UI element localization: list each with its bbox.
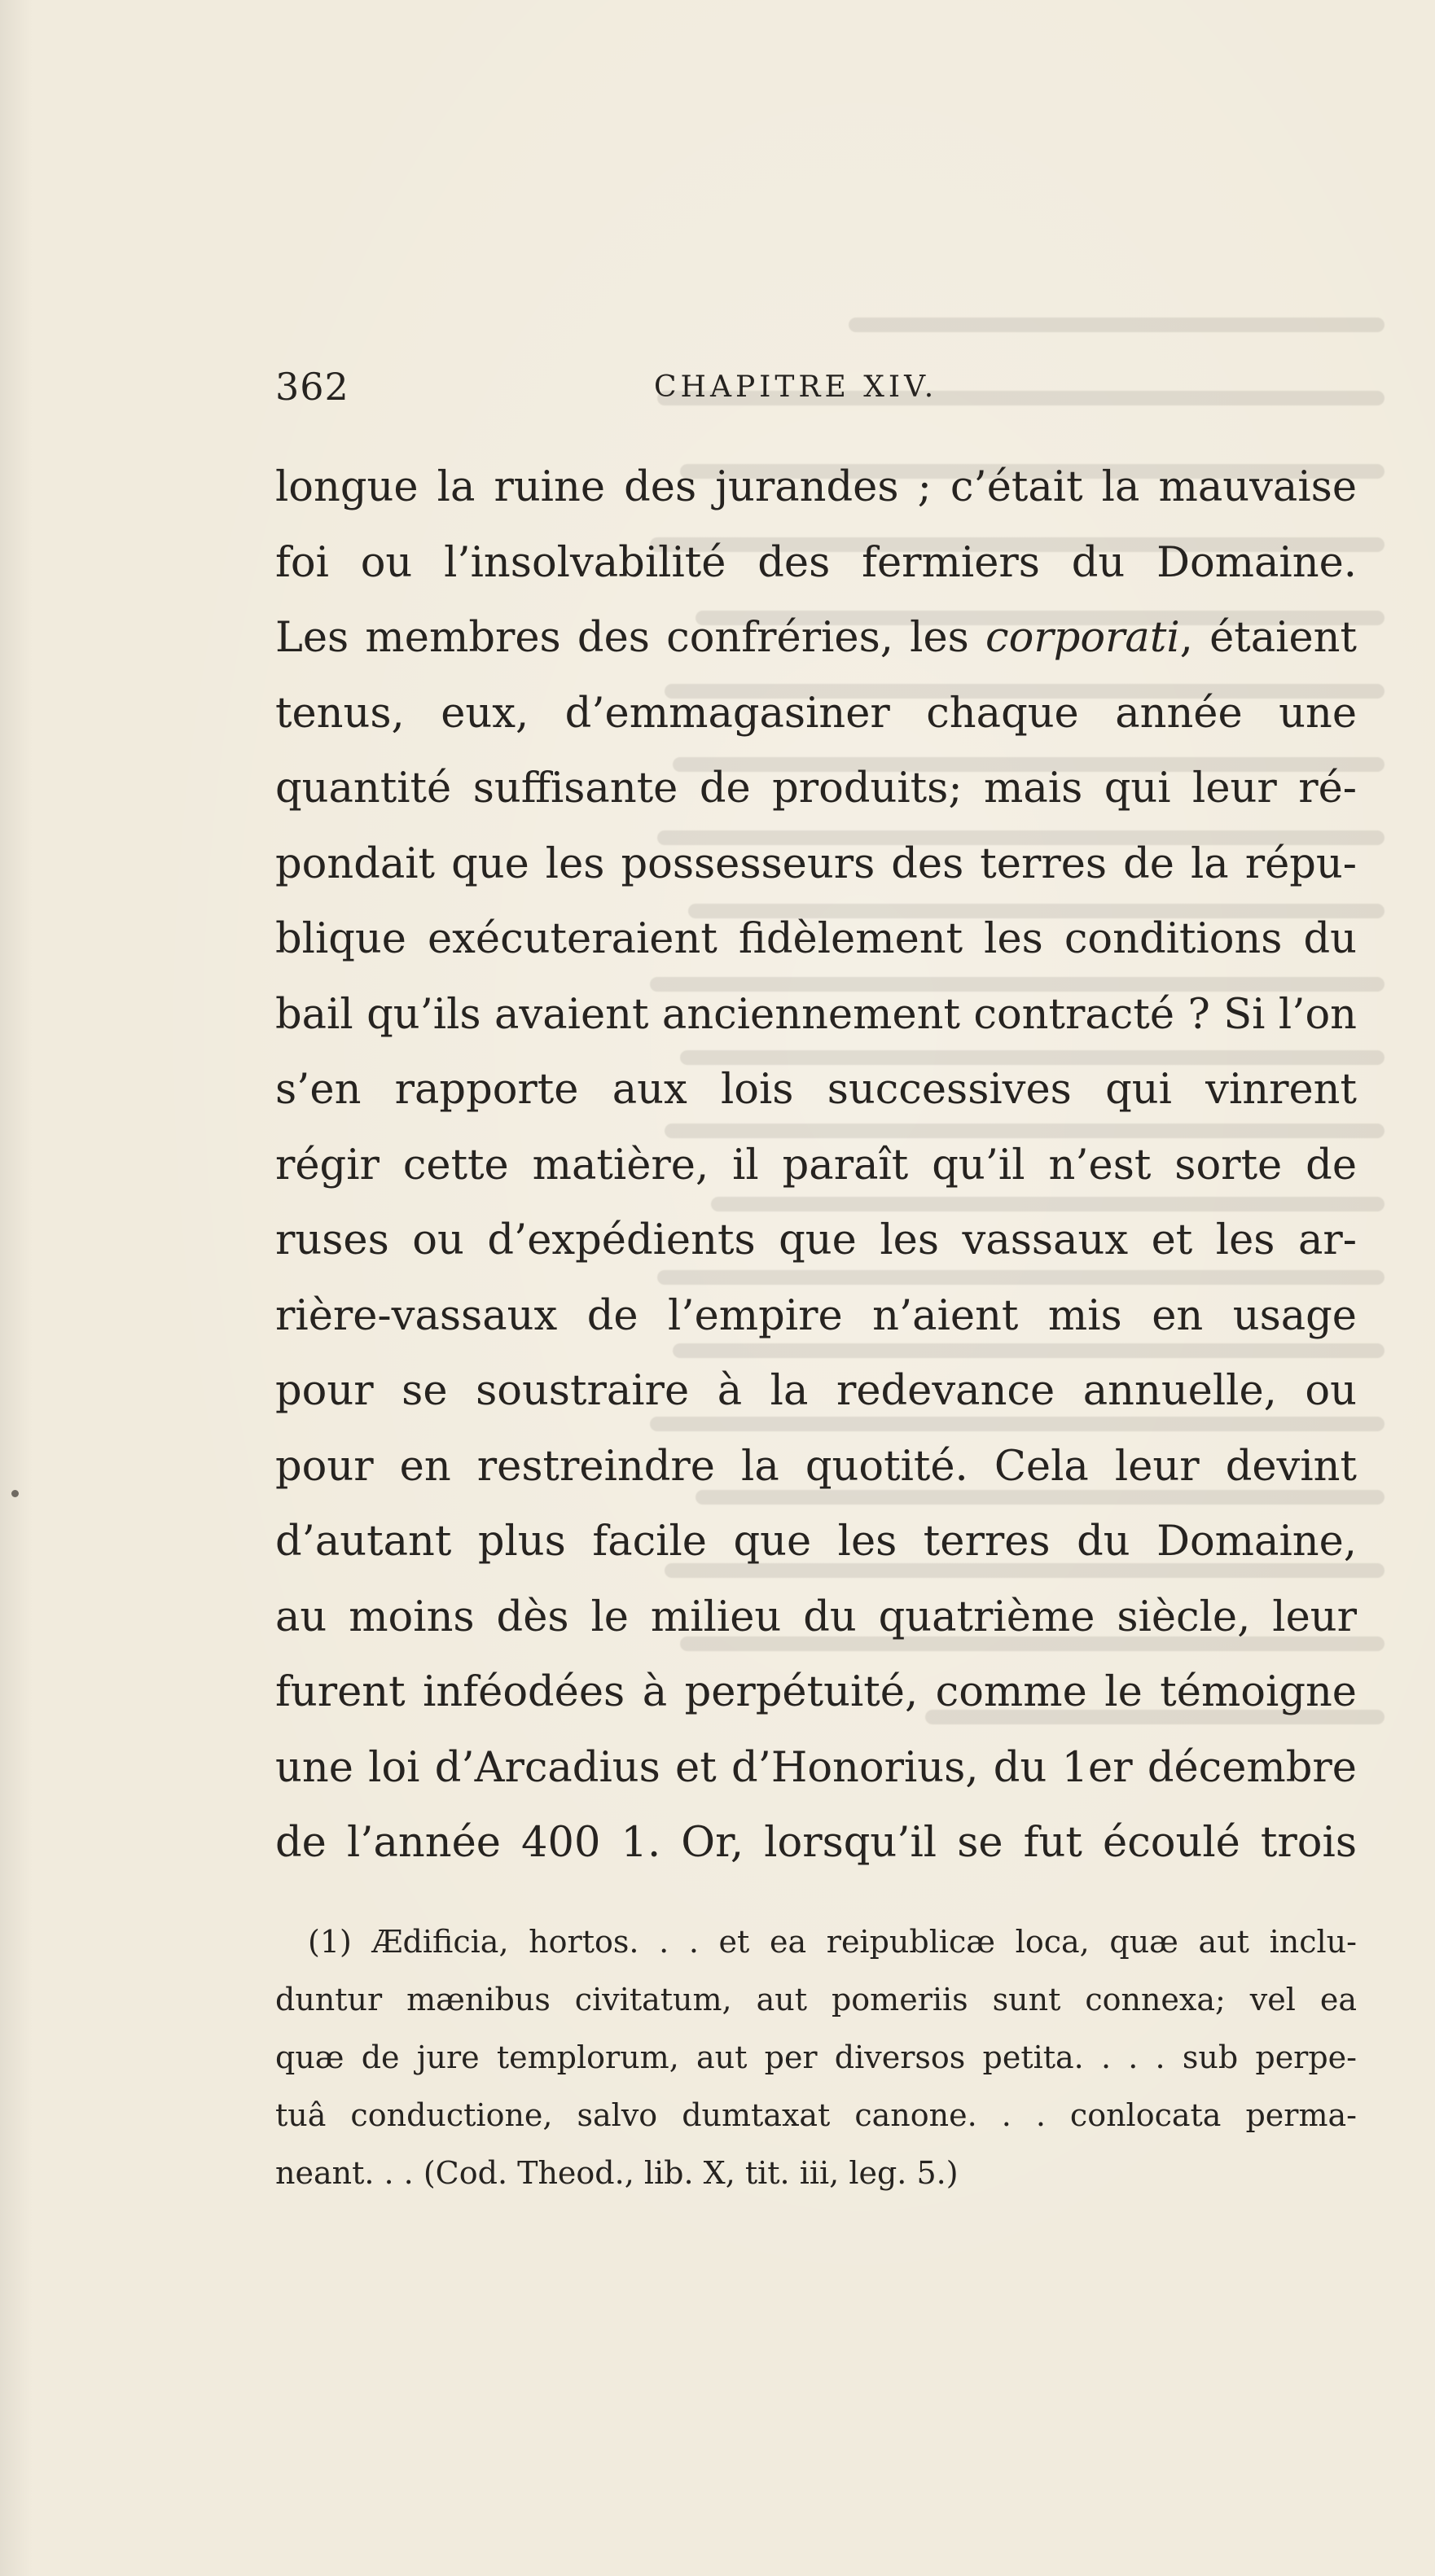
text-line: tenus, eux, d’emmagasiner chaque année une [275, 689, 1357, 738]
text-line: au moins dès le milieu du quatrième siècle, leur [275, 1592, 1357, 1641]
text-line: furent inféodées à perpétuité, comme le témoigne [275, 1668, 1357, 1716]
footnote-line: tuâ conductione, salvo dumtaxat canone. . . conlocata perma- [275, 2097, 1357, 2133]
text-line: une loi d’Arcadius et d’Honorius, du 1er décembre [275, 1743, 1357, 1792]
body-text [275, 450, 1357, 1882]
footnote-line: duntur mænibus civitatum, aut pomeriis sunt connexa; vel ea [275, 1982, 1357, 2017]
text-segment: Les membres des confréries, les [275, 614, 986, 662]
text-line: rière-vassaux de l’empire n’aient mis en usage [275, 1291, 1357, 1340]
footnote-line: neant. . . (Cod. Theod., lib. X, tit. iii, leg. 5.) [275, 2155, 959, 2191]
text-line: bail qu’ils avaient anciennement contracté ? Si l’on [275, 990, 1357, 1039]
text-line: de l’année 400 1. Or, lorsqu’il se fut écoulé trois [275, 1819, 1357, 1867]
text-line: d’autant plus facile que les terres du Domaine, [275, 1518, 1357, 1566]
text-line: longue la ruine des jurandes ; c’était la mauvaise [275, 463, 1357, 511]
text-line: quantité suffisante de produits; mais qui leur ré- [275, 764, 1357, 813]
text-line: s’en rapporte aux lois successives qui vinrent [275, 1066, 1357, 1114]
page-header [275, 362, 1350, 411]
text-line: régir cette matière, il paraît qu’il n’est sorte de [275, 1141, 1357, 1189]
text-line-with-italic [275, 601, 1357, 677]
text-line: foi ou l’insolvabilité des fermiers du Domaine. [275, 538, 1357, 587]
paper-speck [11, 1490, 19, 1497]
page-number: 362 [275, 365, 349, 409]
footnotes [275, 1913, 1357, 2202]
text-line: ruses ou d’expédients que les vassaux et les ar- [275, 1216, 1357, 1264]
text-line: pour en restreindre la quotité. Cela leur devint [275, 1442, 1357, 1491]
text-segment: , étaient [1179, 614, 1357, 662]
footnote-line: quæ de jure templorum, aut per diversos petita. . . . sub perpe- [275, 2039, 1357, 2075]
text-line: blique exécuteraient fidèlement les conditions du [275, 915, 1357, 963]
italic-term: corporati [985, 614, 1180, 662]
text-line: pour se soustraire à la redevance annuelle, ou [275, 1367, 1357, 1415]
running-title: CHAPITRE XIV. [654, 370, 938, 404]
text-line: pondait que les possesseurs des terres de la répu- [275, 839, 1357, 888]
footnote-line: (1) Ædificia, hortos. . . et ea reipublicæ loca, quæ aut inclu- [308, 1924, 1357, 1960]
